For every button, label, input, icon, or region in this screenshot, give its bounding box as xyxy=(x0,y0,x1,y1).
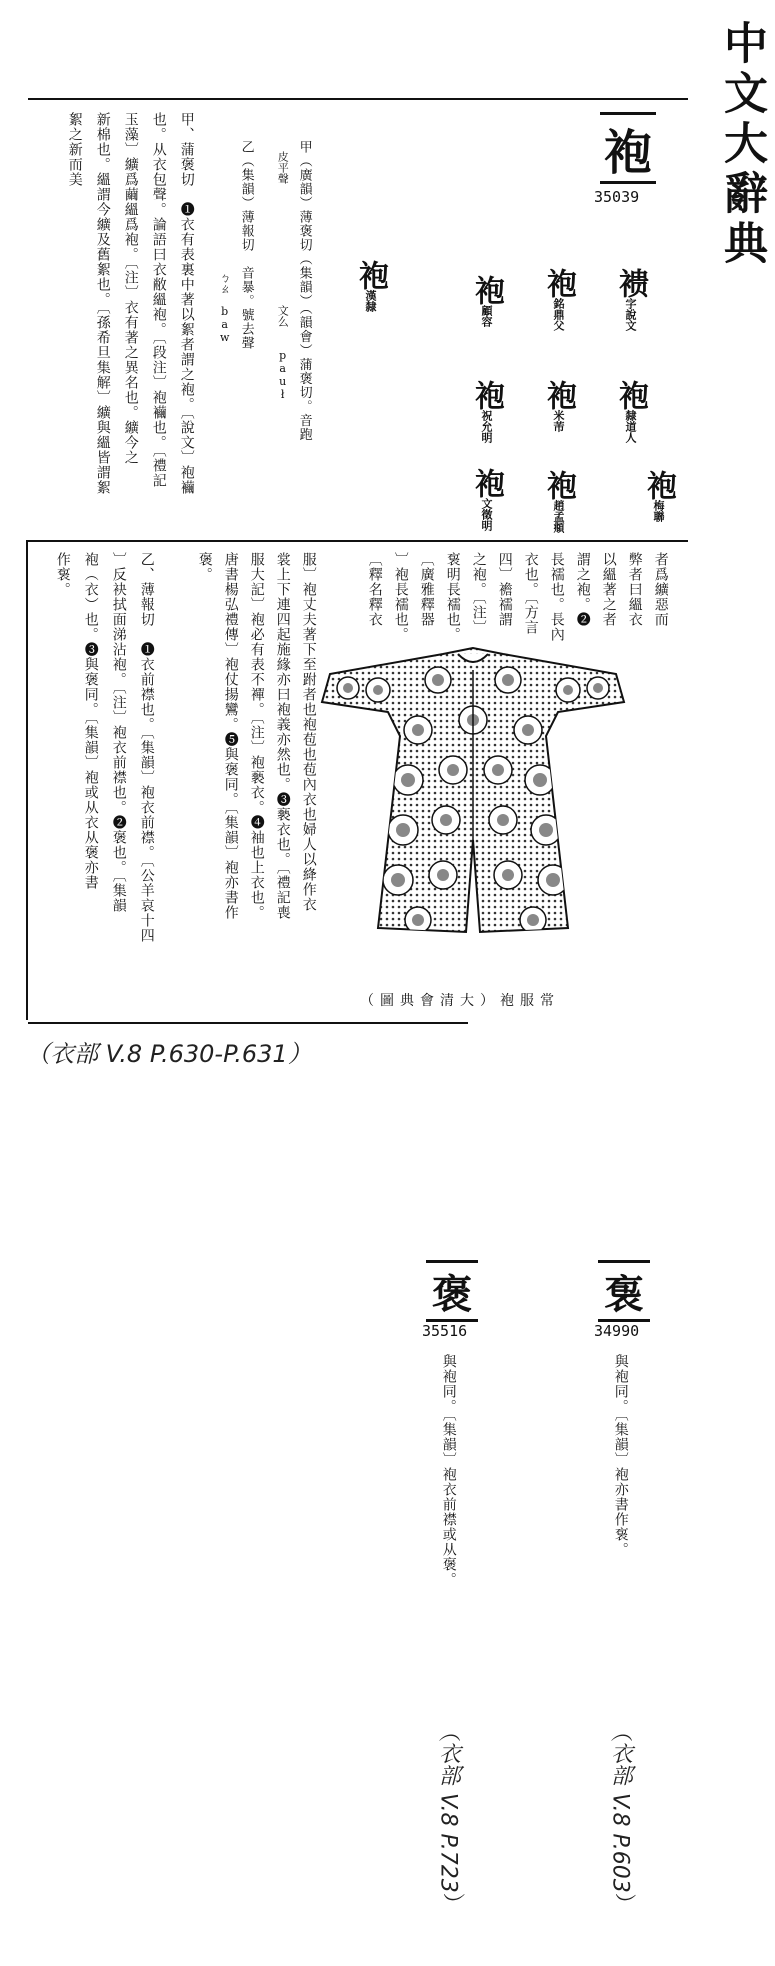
definition-column: 者爲纊惡而 xyxy=(652,552,669,627)
entry1-number: 35039 xyxy=(594,188,640,206)
citation-main: （衣部 V.8 P.630-P.631） xyxy=(26,1040,312,1068)
middle-rule xyxy=(28,540,688,542)
definition-column: 四〕襜襦謂 xyxy=(496,552,513,627)
left-margin-rule xyxy=(26,540,28,1020)
definition-column: 服大記〕袍必有表不襌。〔注〕袍褻衣。❹袖也上衣也。 xyxy=(248,552,265,920)
robe-illustration xyxy=(318,640,628,940)
definition-column: 〔廣雅釋器 xyxy=(418,552,435,627)
variant-column-2: 袍隸道人 xyxy=(613,380,648,443)
definition-column: 〕袍長襦也。 xyxy=(392,552,409,642)
definition-column: 〕反袂拭面涕沾袍。〔注〕袍衣前襟也。❷褒也。〔集韻 xyxy=(110,552,127,913)
figure-caption: 常服袍（大清會典圖） xyxy=(360,993,560,1009)
definition-column: 新棉也。縕謂今纊及舊絮也。〔孫希旦集解〕纊與縕皆謂絮 xyxy=(94,112,111,495)
entry2-number: 34990 xyxy=(594,1322,640,1340)
variant-column-4: 袍銘鼎父 xyxy=(541,268,576,331)
variant-glyph: 䙌 xyxy=(613,268,648,298)
entry2-citation: （衣部 V.8 P.603） xyxy=(607,1720,633,1915)
reading-yi-phonetic: ㄅㄠ baw xyxy=(218,140,232,344)
variant-column-6: 袍趙孟頫 xyxy=(541,470,576,533)
definition-column: 衣也。〔方言 xyxy=(522,552,539,635)
variant-column-7: 袍顧容 xyxy=(469,275,504,327)
bottom-rule xyxy=(28,1022,468,1024)
variant-column-5: 袍米芾 xyxy=(541,380,576,432)
definition-column: 之袍。〔注〕 xyxy=(470,552,487,635)
variant-column-10: 袍漢隸 xyxy=(353,260,388,312)
reading-jia: 甲（廣韻）薄褒切（集韻）（韻會）蒲褒切。音跑 xyxy=(296,140,312,442)
entry2-headword: 袌 xyxy=(598,1260,650,1322)
definition-column: 〔釋名釋衣 xyxy=(366,552,383,627)
definition-column: 謂之袍。❷ xyxy=(574,552,591,627)
definition-column: 服〕袍丈夫著下至跗者也袍苞也苞內衣也婦人以絳作衣 xyxy=(300,552,317,912)
definition-column: 袌明長襦也。 xyxy=(444,552,461,642)
entry1-headword: 袍 xyxy=(600,112,656,184)
variant-column-8: 袍祝允明 xyxy=(469,380,504,443)
variant-column-3: 袍梅聯 xyxy=(641,470,676,522)
entry3-citation: （衣部 V.8 P.723） xyxy=(435,1720,461,1915)
variant-column-9: 袍文徵明 xyxy=(469,468,504,531)
entry2-definition: 與袍同。〔集韻〕袍亦書作袌。 xyxy=(612,1354,629,1557)
definition-column: 褒。 xyxy=(196,552,213,582)
definition-column: 甲、蒲褒切 ❶衣有表裏中著以絮者謂之袍。〔說文〕袍襺 xyxy=(178,112,195,495)
top-rule xyxy=(28,98,688,100)
entry3-number: 35516 xyxy=(422,1322,468,1340)
definition-column: 裳上下連四起施緣亦曰袍義亦然也。❸褻衣也。〔禮記喪 xyxy=(274,552,291,920)
variant-column-1: 䙌字說文 xyxy=(613,268,648,331)
book-title: 中文大辭典 xyxy=(716,20,767,270)
entry3-definition: 與袍同。〔集韻〕袍衣前襟或从褒。 xyxy=(440,1354,457,1587)
definition-column: 長襦也。長內 xyxy=(548,552,565,642)
reading-jia-phonetic: 皮平聲 文么 pauł xyxy=(276,140,290,401)
definition-column: 也。从衣包聲。論語曰衣敝縕袍。〔段注〕袍襺也。〔禮記 xyxy=(150,112,167,488)
definition-column: 絮之新而美 xyxy=(66,112,83,187)
definition-column: 乙、薄報切 ❶衣前襟也。〔集韻〕袍衣前襟。〔公羊哀十四 xyxy=(138,552,155,943)
definition-column: 玉藻〕纊爲繭縕爲袍。〔注〕衣有著之異名也。纊今之 xyxy=(122,112,139,465)
definition-column: 弊者曰縕衣 xyxy=(626,552,643,627)
definition-column: 唐書楊弘禮傳〕袍仗揚鸞。❺與褒同。〔集韻〕袍亦書作 xyxy=(222,552,239,920)
reading-yi: 乙（集韻）薄報切 音暴。號去聲 xyxy=(238,140,254,350)
definition-column: 袍（衣）也。❸與褒同。〔集韻〕袍或从衣从褒亦書 xyxy=(82,552,99,890)
entry3-headword: 褒 xyxy=(426,1260,478,1322)
definition-column: 作袌。 xyxy=(54,552,71,597)
definition-column: 以縕著之者 xyxy=(600,552,617,627)
